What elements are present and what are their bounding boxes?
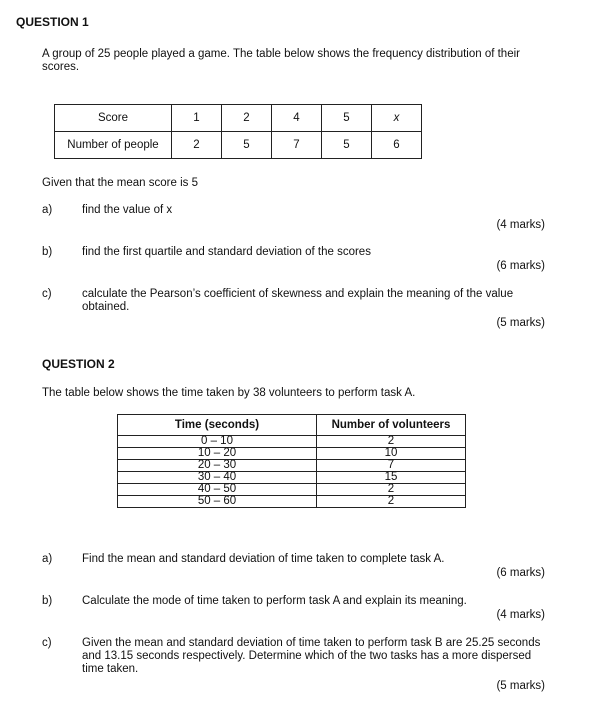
q1-score-table <box>54 104 422 159</box>
q1-part-b-text: find the first quartile and standard deviation of the scores <box>82 246 371 258</box>
q1-title: QUESTION 1 <box>16 15 89 29</box>
q1-score-cell: 2 <box>222 105 272 132</box>
q2-part-a-marks: (6 marks) <box>496 567 545 579</box>
q1-people-cell: 7 <box>272 132 322 159</box>
q1-people-cell: 2 <box>172 132 222 159</box>
q2-time-cell: 40 – 50 <box>118 484 317 496</box>
q1-people-cell: 5 <box>222 132 272 159</box>
q2-table-header-row <box>118 415 466 436</box>
q2-part-b-marks: (4 marks) <box>496 609 545 621</box>
q2-part-c-marks: (5 marks) <box>496 680 545 692</box>
q2-table-row <box>118 496 466 508</box>
q2-table-row <box>118 472 466 484</box>
q1-score-cell: 5 <box>322 105 372 132</box>
q1-score-row <box>55 105 422 132</box>
q2-part-c-text: Given the mean and standard deviation of time taken to perform task B are 25.25 seconds and 13.15 seconds respectively. Determine which of the two tasks has a more dispersed time taken. <box>82 637 541 675</box>
q1-people-cell: 5 <box>322 132 372 159</box>
q2-part-c-label: c) <box>42 637 52 649</box>
q2-time-cell: 50 – 60 <box>118 496 317 508</box>
q2-table-row <box>118 448 466 460</box>
q2-part-a-label: a) <box>42 553 53 565</box>
q2-time-cell: 10 – 20 <box>118 448 317 460</box>
q2-time-table <box>117 414 466 508</box>
q1-part-a-text: find the value of x <box>82 204 173 216</box>
q1-people-header: Number of people <box>55 132 172 159</box>
q2-count-cell: 2 <box>317 436 466 448</box>
q2-time-cell: 30 – 40 <box>118 472 317 484</box>
q2-count-cell: 10 <box>317 448 466 460</box>
q2-count-cell: 2 <box>317 484 466 496</box>
q2-count-cell: 7 <box>317 460 466 472</box>
q2-time-cell: 0 – 10 <box>118 436 317 448</box>
q2-table-row <box>118 436 466 448</box>
q2-intro: The table below shows the time taken by 38 volunteers to perform task A. <box>42 387 416 399</box>
q2-col1-header: Time (seconds) <box>118 415 317 436</box>
q1-part-a-label: a) <box>42 204 53 216</box>
q2-time-cell: 20 – 30 <box>118 460 317 472</box>
q1-given: Given that the mean score is 5 <box>42 177 198 189</box>
q2-title: QUESTION 2 <box>42 357 115 371</box>
q1-part-c-marks: (5 marks) <box>496 317 545 329</box>
q2-table-row <box>118 460 466 472</box>
q1-part-c-label: c) <box>42 288 52 300</box>
q2-part-a-text: Find the mean and standard deviation of time taken to complete task A. <box>82 553 445 565</box>
q2-table-row <box>118 484 466 496</box>
q2-part-b-text: Calculate the mode of time taken to perform task A and explain its meaning. <box>82 595 467 607</box>
q2-part-b-label: b) <box>42 595 53 607</box>
q1-score-cell: 4 <box>272 105 322 132</box>
q2-col2-header: Number of volunteers <box>317 415 466 436</box>
q1-people-cell: 6 <box>372 132 422 159</box>
q2-count-cell: 2 <box>317 496 466 508</box>
q1-score-header: Score <box>55 105 172 132</box>
q1-part-a-marks: (4 marks) <box>496 219 545 231</box>
q1-score-cell: 1 <box>172 105 222 132</box>
q2-count-cell: 15 <box>317 472 466 484</box>
q1-part-c-text: calculate the Pearson’s coefficient of skewness and explain the meaning of the value obtained. <box>82 288 514 313</box>
q1-people-row <box>55 132 422 159</box>
q1-score-cell: x <box>372 105 422 132</box>
q1-part-b-label: b) <box>42 246 53 258</box>
q1-part-b-marks: (6 marks) <box>496 260 545 272</box>
q1-intro: A group of 25 people played a game. The table below shows the frequency distribution of their scores. <box>42 48 520 73</box>
